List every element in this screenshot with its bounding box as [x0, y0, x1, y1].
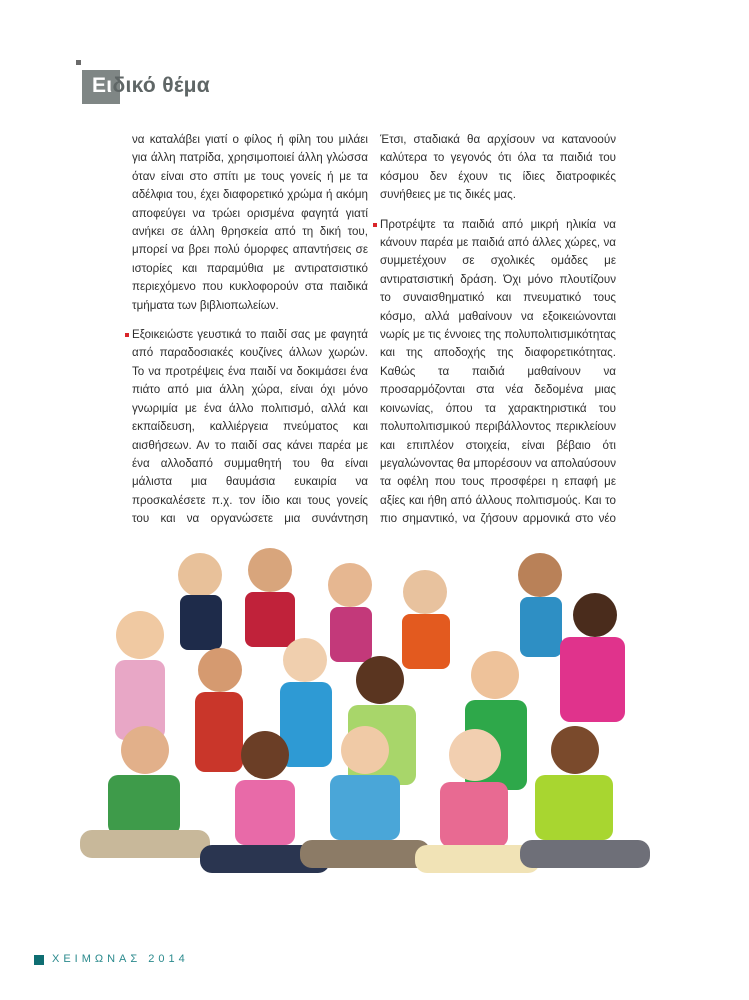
- child-figure: [115, 611, 165, 740]
- article-column-right: [380, 131, 616, 547]
- child-figure: [178, 553, 222, 650]
- article-bullet-text: Προτρέψτε τα παιδιά από μικρή ηλικία να κάνουν παρέα με παιδιά από άλλες χώρες, να συμμετέχουν σε σχολικές ομάδες με αντιρατσιστική δράση. Όχι μόνο πλουτίζουν το συναισθηματικό και πνευματικό τους κόσμο, αλλά μαθαίνουν να εξοικειώνονται νωρίς με τις έννοιες της πολυπολιτισμικότητας και της αποδοχής της διαφορετικότητας. Καθώς τα παιδιά μαθαίνουν να προσαρμόζονται στα νέα δεδομένα μιας κοινωνίας, όπου τα χαρακτηριστικά του πολυπολιτισμικού περιβάλλοντος περικλείουν και επιπλέον στοιχεία, είναι βέβαιο ότι μεγαλώνοντας θα μπορέσουν να απολαύσουν τα οφέλη που τους προσφέρει η επαφή με αξίες και ήθη από άλλους πολιτισμούς. Και το πιο σημαντικό, να ζήσουν αρμονικά στο νέο: [380, 217, 616, 526]
- article-bullet-paragraph: Εξοικειώστε γευστικά το παιδί σας με φαγητά από παραδοσιακές κουζίνες άλλων χωρών. Το να προτρέψεις ένα παιδί να δοκιμάσει ένα πιάτο από μια άλλη χώρα, είναι όχι μόνο γνωριμία με ένα άλλο πολιτισμό, αλλά και εκπαίδευση, καλλιέργεια πνεύματος και αισθήσεων. Αν το παιδί σας κάνει παρέα με ένα αλλοδαπό συμμαθητή του θα είναι μάλιστα μια θαυμάσια ευκαιρία να προσκαλέσετε π.χ. τον ίδιο και τους γονείς του και να οργανώσετε μια συνάντηση: [132, 326, 368, 621]
- child-figure: [402, 570, 450, 669]
- section-title: [92, 74, 210, 98]
- child-figure: [518, 553, 562, 657]
- section-title-lead: Ει: [92, 74, 113, 97]
- article-paragraph: να καταλάβει γιατί ο φίλος ή φίλη του μιλάει για άλλη πατρίδα, χρησιμοποιεί άλλη γλώσσα όταν είναι στο σπίτι με τους γονείς ή με τα αδέλφια του, έχει διαφορετικό χρώμα ή ακόμη αποφεύγει να τρώει ορισμένα φαγητά γιατί ανήκει σε άλλη θρησκεία από τη δική του, μπορεί να βρει πολύ όμορφες απαντήσεις σε ιστορίες και παραμύθια με αντιρατσιστικό περιεχόμενο που κυκλοφορούν στα παιδικά τμήματα των βιβλιοπωλείων.: [132, 133, 368, 312]
- child-figure: [195, 648, 243, 772]
- section-title-rest: δικό θέμα: [112, 74, 210, 97]
- article-bullet-paragraph: [380, 216, 616, 547]
- children-group-photo: [30, 530, 720, 925]
- footer-issue: ΧΕΙΜΩΝΑΣ 2014: [52, 953, 189, 965]
- footer-square: [34, 955, 44, 965]
- child-figure: [245, 548, 295, 647]
- child-figure: [328, 563, 372, 662]
- header-dot: [76, 60, 81, 65]
- article-paragraph: Έτσι, σταδιακά θα αρχίσουν να κατανοούν καλύτερα το γεγονός ότι όλα τα παιδιά του κόσμου δεν έχουν τις ίδιες διατροφικές συνήθειες με τις δικές μας.: [380, 133, 616, 202]
